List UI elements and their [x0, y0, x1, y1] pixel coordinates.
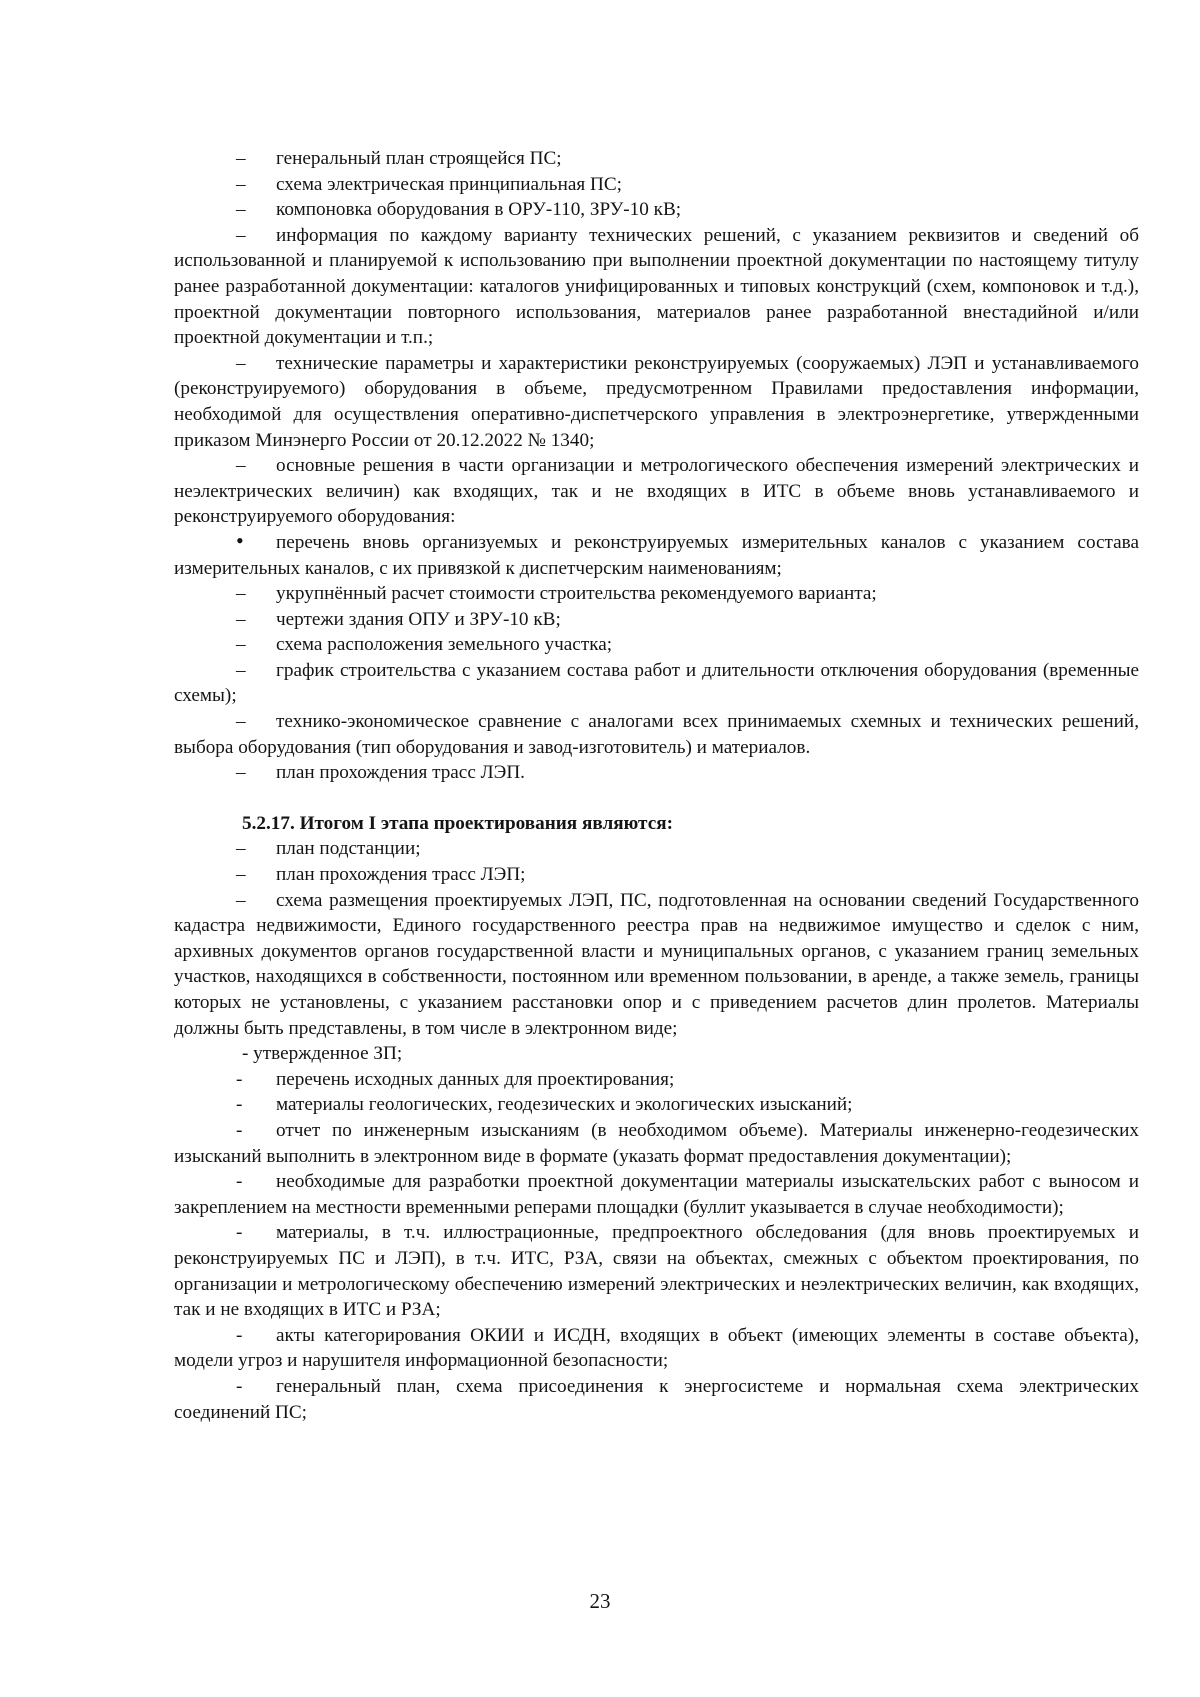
dash-marker: – — [236, 352, 246, 374]
list-item — [174, 351, 1139, 453]
dash-marker: – — [236, 634, 246, 656]
dash-marker: – — [236, 659, 246, 681]
list-item-text: укрупнённый расчет стоимости строительства рекомендуемого варианта; — [276, 583, 877, 605]
list-item-text: генеральный план, схема присоединения к энергосистеме и нормальная схема электрических соединений ПС; — [174, 1375, 1139, 1423]
list-item-text: чертежи здания ОПУ и ЗРУ-10 кВ; — [276, 608, 561, 630]
list-item-text: схема размещения проектируемых ЛЭП, ПС, подготовленная на основании сведений Государственного кадастра недвижимости, Единого государственного реестра прав на недвижимое имущество и сделок с ним, архивных документов органов государственной власти и муниципальных органов, с указанием границ земельных участков, находящихся в собственности, постоянном или временном пользовании, в аренде, а также земель, границы которых не установлены, с указанием расстановки опор и с приведением расчетов длин пролетов. Материалы должны быть представлены, в том числе в электронном виде; — [174, 889, 1139, 1039]
list-item-text: перечень вновь организуемых и реконструируемых измерительных каналов с указанием состава измерительных каналов, с их привязкой к диспетчерским наименованиям; — [174, 531, 1139, 579]
dash-marker: - — [236, 1094, 243, 1116]
dash-marker: - — [236, 1324, 243, 1346]
list-item-text: план прохождения трасс ЛЭП. — [276, 762, 525, 784]
list-item-text: план прохождения трасс ЛЭП; — [276, 864, 526, 886]
section-gap — [174, 786, 1139, 811]
bullet-marker: • — [236, 527, 244, 553]
dash-marker: - — [236, 1068, 243, 1090]
list-item — [174, 146, 1139, 172]
list-item-text: генеральный план строящейся ПС; — [276, 148, 562, 169]
dash-marker: – — [236, 864, 246, 886]
list-item-text: информация по каждому варианту технических решений, с указанием реквизитов и сведений об использованной и планируемой к использованию при выполнении проектной документации по настоящему титулу ранее разработанной документации: каталогов унифицированных и типовых конструкций (схем, компоновок и т.д.), проектной документации повторного использования, материалов ранее разработанной внестадийной и/или проектной документации и т.п.; — [174, 224, 1139, 349]
list-item — [174, 658, 1139, 709]
dash-marker: – — [236, 199, 246, 221]
list-item-text: схема расположения земельного участка; — [276, 634, 613, 656]
list-item — [174, 197, 1139, 223]
list-item — [174, 1169, 1139, 1220]
dash-marker: – — [236, 608, 246, 630]
list-item — [174, 709, 1139, 760]
list-item — [174, 453, 1139, 530]
list-item-text: схема электрическая принципиальная ПС; — [276, 173, 622, 195]
dash-marker: – — [236, 889, 246, 911]
list-item-text: технико-экономическое сравнение с аналогами всех принимаемых схемных и технических решений, выбора оборудования (тип оборудования и завод-изготовитель) и материалов. — [174, 711, 1139, 758]
dash-marker: – — [236, 455, 246, 477]
list-item — [174, 1220, 1139, 1322]
list-item — [174, 888, 1139, 1042]
dash-marker: – — [236, 838, 246, 860]
list-item-text: необходимые для разработки проектной документации материалы изыскательских работ с выносом и закреплением на местности временными реперами площадки (буллит указывается в случае необходимости); — [174, 1171, 1139, 1218]
dash-marker: – — [236, 711, 246, 733]
dash-marker: – — [236, 148, 246, 169]
dash-marker: - — [236, 1171, 243, 1193]
list-item — [174, 172, 1139, 198]
list-item — [174, 760, 1139, 786]
dash-marker: - — [236, 1222, 243, 1244]
list-item-text: материалы геологических, геодезических и экологических изысканий; — [276, 1094, 853, 1116]
document-body — [174, 146, 1139, 1425]
list-item — [174, 1323, 1139, 1374]
dash-marker: – — [236, 224, 246, 246]
list-item — [174, 1374, 1139, 1425]
list-item-text: технические параметры и характеристики реконструируемых (сооружаемых) ЛЭП и устанавливаемого (реконструируемого) оборудования в объеме, предусмотренном Правилами предоставления информации, необходимой для осуществления оперативно-диспетчерского управления в электроэнергетике, утвержденными приказом Минэнерго России от 20.12.2022 № 1340; — [174, 352, 1139, 451]
list-item-text: акты категорирования ОКИИ и ИСДН, входящих в объект (имеющих элементы в составе объекта), модели угроз и нарушителя информационной безопасности; — [174, 1324, 1139, 1372]
dash-marker: - — [236, 1375, 243, 1397]
list-item — [174, 862, 1139, 888]
list-item — [174, 581, 1139, 607]
list-item — [174, 1118, 1139, 1169]
page-number: 23 — [589, 1589, 611, 1613]
plain-paragraph: - утвержденное ЗП; — [242, 1043, 403, 1065]
dash-marker: - — [236, 1119, 243, 1141]
dash-marker: – — [236, 583, 246, 605]
list-item — [174, 1067, 1139, 1093]
list-item — [174, 223, 1139, 351]
list-item-text: материалы, в т.ч. иллюстрационные, предпроектного обследования (для вновь проектируемых и реконструируемых ПС и ЛЭП), в т.ч. ИТС, РЗА, связи на объектах, смежных с объектом проектирования, по организации и метрологическому обеспечению измерений электрических и неэлектрических величин, как входящих, так и не входящих в ИТС и РЗА; — [174, 1222, 1139, 1321]
dash-marker: – — [236, 762, 246, 784]
list-item-text: план подстанции; — [276, 838, 421, 860]
section-heading: 5.2.17. Итогом I этапа проектирования являются: — [242, 812, 673, 834]
list-item — [174, 632, 1139, 658]
list-item-text: отчет по инженерным изысканиям (в необходимом объеме). Материалы инженерно-геодезических изысканий выполнить в электронном виде в формате (указать формат предоставления документации); — [174, 1119, 1139, 1167]
list-item — [174, 607, 1139, 633]
list-item-text: график строительства с указанием состава работ и длительности отключения оборудования (временные схемы); — [174, 659, 1139, 707]
list-item-text: основные решения в части организации и метрологического обеспечения измерений электрических и неэлектрических величин) как входящих, так и не входящих в ИТС в объеме вновь устанавливаемого и реконструируемого оборудования: — [174, 455, 1139, 528]
list-item-text: компоновка оборудования в ОРУ-110, ЗРУ-10 кВ; — [276, 199, 682, 221]
dash-marker: – — [236, 173, 246, 195]
list-item — [174, 527, 1139, 581]
list-item — [174, 836, 1139, 862]
list-item-text: перечень исходных данных для проектирования; — [276, 1068, 675, 1090]
list-item — [174, 1092, 1139, 1118]
